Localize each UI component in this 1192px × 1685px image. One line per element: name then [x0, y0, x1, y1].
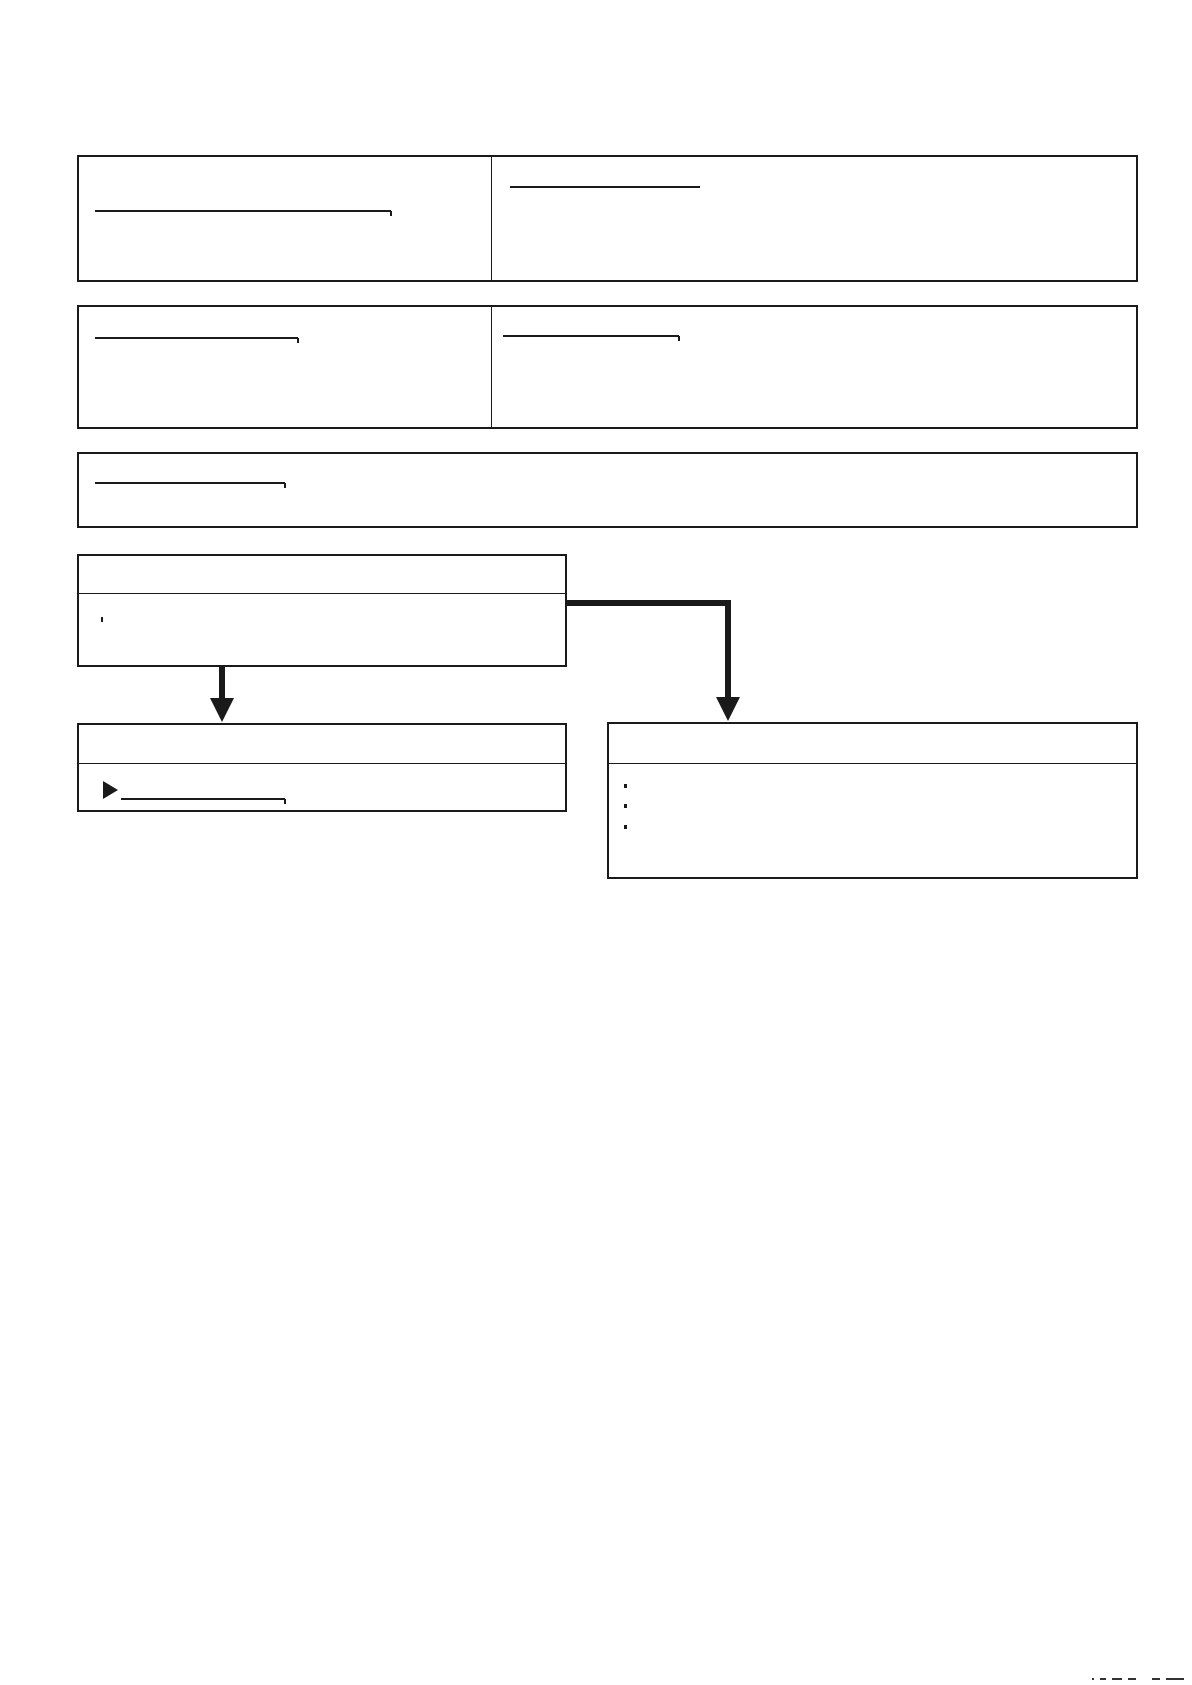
header-panel	[77, 155, 1138, 282]
step-main-box	[77, 554, 567, 667]
details-panel	[77, 305, 1138, 429]
header-left-title-underline	[95, 210, 391, 212]
step-left-result-link-underline	[121, 798, 285, 800]
step-right-result-box	[607, 722, 1138, 879]
play-icon	[103, 781, 118, 799]
header-panel-divider	[491, 157, 492, 280]
step-left-result-box	[77, 723, 567, 812]
bullet-icon	[624, 784, 627, 788]
summary-panel	[77, 452, 1138, 528]
arrow-down-icon	[567, 603, 740, 721]
bullet-icon	[101, 617, 103, 622]
step-right-result-divider	[609, 763, 1136, 764]
row2-right-title-underline	[503, 335, 679, 337]
row2-left-title-underline	[95, 337, 298, 339]
arrow-down-icon	[210, 667, 234, 722]
details-panel-divider	[491, 307, 492, 427]
step-left-result-divider	[79, 763, 565, 764]
step-main-header-divider	[79, 593, 565, 594]
header-right-title-underline	[510, 186, 700, 188]
bullet-icon	[624, 825, 627, 829]
row3-title-underline	[95, 482, 285, 484]
page-footer-marks	[1092, 1678, 1188, 1681]
bullet-icon	[624, 804, 627, 808]
